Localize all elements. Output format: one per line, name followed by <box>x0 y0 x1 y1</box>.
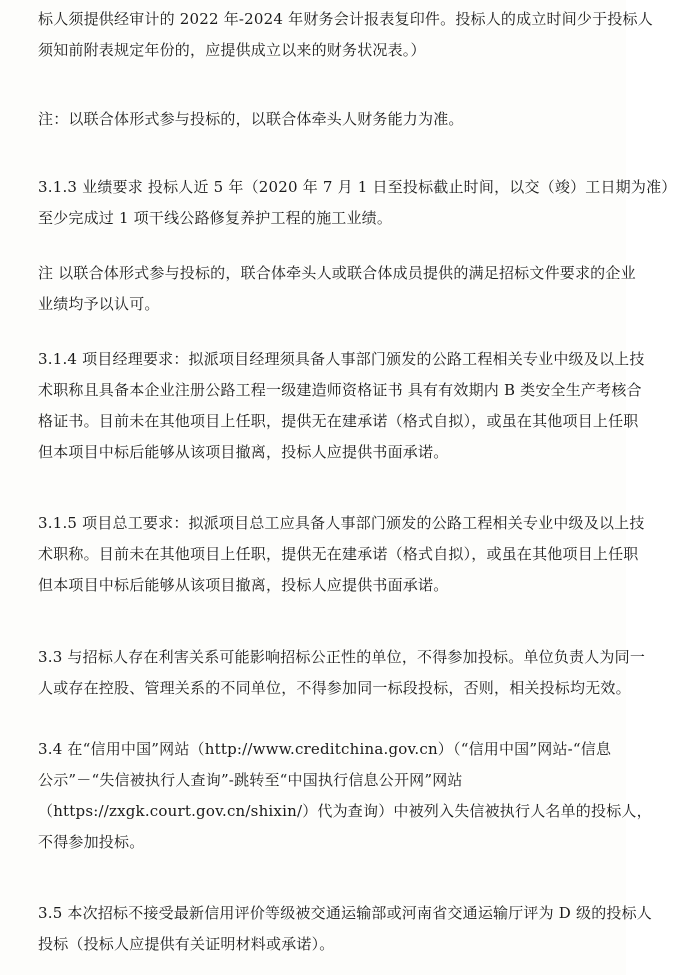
text-line: 至少完成过 1 项干线公路修复养护工程的施工业绩。 <box>38 209 393 227</box>
text-line: 格证书。目前未在其他项目上任职，提供无在建承诺（格式自拟），或虽在其他项目上任职 <box>38 412 639 430</box>
text-line: 标人须提供经审计的 2022 年-2024 年财务会计报表复印件。投标人的成立时间少于投标人 <box>38 10 653 28</box>
paragraph-clause-3-5 <box>38 898 652 960</box>
text-line: 3.1.5 项目总工要求：拟派项目总工应具备人事部门颁发的公路工程相关专业中级及以上技 <box>38 514 645 532</box>
text-line: 3.5 本次招标不接受最新信用评价等级被交通运输部或河南省交通运输厅评为 D 级的投标人 <box>38 904 652 922</box>
text-line: 注 以联合体形式参与投标的，联合体牵头人或联合体成员提供的满足招标文件要求的企业 <box>38 264 636 282</box>
text-line: 投标（投标人应提供有关证明材料或承诺）。 <box>38 935 335 953</box>
text-line: 3.3 与招标人存在利害关系可能影响招标公正性的单位，不得参加投标。单位负责人为同一 <box>38 648 646 666</box>
paragraph-clause-3-1-3 <box>38 172 677 234</box>
text-line: （https://zxgk.court.gov.cn/shixin/）代为查询）中被列入失信被执行人名单的投标人， <box>38 802 652 820</box>
text-line: 但本项目中标后能够从该项目撤离，投标人应提供书面承诺。 <box>38 576 449 594</box>
text-line: 术职称。目前未在其他项目上任职，提供无在建承诺（格式自拟），或虽在其他项目上任职 <box>38 545 639 563</box>
paragraph-note-consortium-performance <box>38 258 636 320</box>
text-line: 不得参加投标。 <box>38 833 145 851</box>
text-line: 注：以联合体形式参与投标的，以联合体牵头人财务能力为准。 <box>38 110 464 128</box>
text-line: 公示”－“失信被执行人查询”-跳转至“中国执行信息公开网”网站 <box>38 771 463 789</box>
text-line: 业绩均予以认可。 <box>38 295 160 313</box>
paragraph-financial-statement <box>38 4 653 66</box>
paragraph-clause-3-1-4 <box>38 344 645 468</box>
paragraph-clause-3-1-5 <box>38 508 645 601</box>
paragraph-clause-3-3 <box>38 642 646 704</box>
paragraph-note-consortium-financial <box>38 104 604 135</box>
text-line: 3.1.3 业绩要求 投标人近 5 年（2020 年 7 月 1 日至投标截止时间，以交（竣）工日期为准） <box>38 178 677 196</box>
text-line: 术职称且具备本企业注册公路工程一级建造师资格证书 具有有效期内 B 类安全生产考核合 <box>38 381 642 399</box>
text-line: 人或存在控股、管理关系的不同单位，不得参加同一标段投标，否则，相关投标均无效。 <box>38 679 631 697</box>
paragraph-clause-3-4 <box>38 734 652 858</box>
text-line: 但本项目中标后能够从该项目撤离，投标人应提供书面承诺。 <box>38 443 449 461</box>
text-line: 3.4 在“信用中国”网站（http://www.creditchina.gov.cn）（“信用中国”网站-“信息 <box>38 740 612 758</box>
text-line: 须知前附表规定年份的，应提供成立以来的财务状况表。） <box>38 41 426 59</box>
text-line: 3.1.4 项目经理要求：拟派项目经理须具备人事部门颁发的公路工程相关专业中级及以上技 <box>38 350 645 368</box>
